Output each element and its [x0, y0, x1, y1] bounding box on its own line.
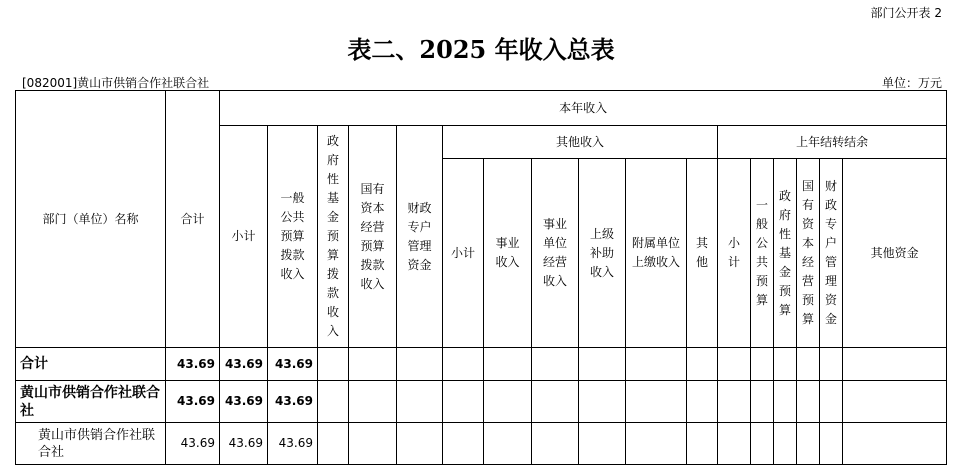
income-summary-table: [15, 90, 947, 465]
row-name: 合计: [16, 348, 166, 381]
cell-total: 43.69: [166, 423, 220, 465]
department-code-label: [082001]黄山市供销合作社联合社: [22, 76, 210, 90]
table-row-total: [16, 348, 947, 381]
col-carryover-header: 上年结转结余: [718, 126, 947, 159]
cell-general-budget: 43.69: [268, 381, 318, 423]
col-state-capital-header: 国有资本经营预算拨款收入: [349, 126, 397, 348]
col-other-subtotal-header: 小计: [443, 159, 484, 348]
col-other-income-header: 其他收入: [443, 126, 718, 159]
col-fiscal-special-header: 财政专户管理资金: [397, 126, 443, 348]
col-name-header: 部门（单位）名称: [16, 91, 166, 348]
col-other-header: 其他: [687, 159, 718, 348]
table-number-label: 部门公开表 2: [870, 6, 942, 20]
table-row-unit: [16, 423, 947, 465]
row-name: 黄山市供销合作社联合社: [16, 381, 166, 423]
col-subtotal-header: 小计: [220, 126, 268, 348]
col-carry-general-header: 一般公共预算: [751, 159, 774, 348]
cell-subtotal: 43.69: [220, 423, 268, 465]
cell-subtotal: 43.69: [220, 348, 268, 381]
row-name: 黄山市供销合作社联合社: [16, 423, 166, 465]
col-total-header: 合计: [166, 91, 220, 348]
cell-general-budget: 43.69: [268, 423, 318, 465]
cell-total: 43.69: [166, 348, 220, 381]
col-carry-subtotal-header: 小计: [718, 159, 751, 348]
col-current-year-header: 本年收入: [220, 91, 947, 126]
col-affiliated-income-header: 附属单位上缴收入: [626, 159, 687, 348]
col-general-budget-header: 一般公共预算拨款收入: [268, 126, 318, 348]
cell-general-budget: 43.69: [268, 348, 318, 381]
col-operating-income-header: 事业单位经营收入: [532, 159, 579, 348]
col-carry-other-header: 其他资金: [843, 159, 947, 348]
cell-subtotal: 43.69: [220, 381, 268, 423]
cell-total: 43.69: [166, 381, 220, 423]
col-superior-subsidy-header: 上级补助收入: [579, 159, 626, 348]
table-row-department: [16, 381, 947, 423]
col-gov-fund-header: 政府性基金预算拨款收入: [318, 126, 349, 348]
col-carry-state-capital-header: 国有资本经营预算: [797, 159, 820, 348]
col-carry-gov-fund-header: 政府性基金预算: [774, 159, 797, 348]
col-business-income-header: 事业收入: [484, 159, 532, 348]
header-row-1: [16, 91, 947, 126]
col-carry-fiscal-special-header: 财政专户管理资金: [820, 159, 843, 348]
currency-unit-label: 单位：万元: [881, 76, 942, 90]
page-title: 表二、2025 年收入总表: [347, 35, 615, 64]
